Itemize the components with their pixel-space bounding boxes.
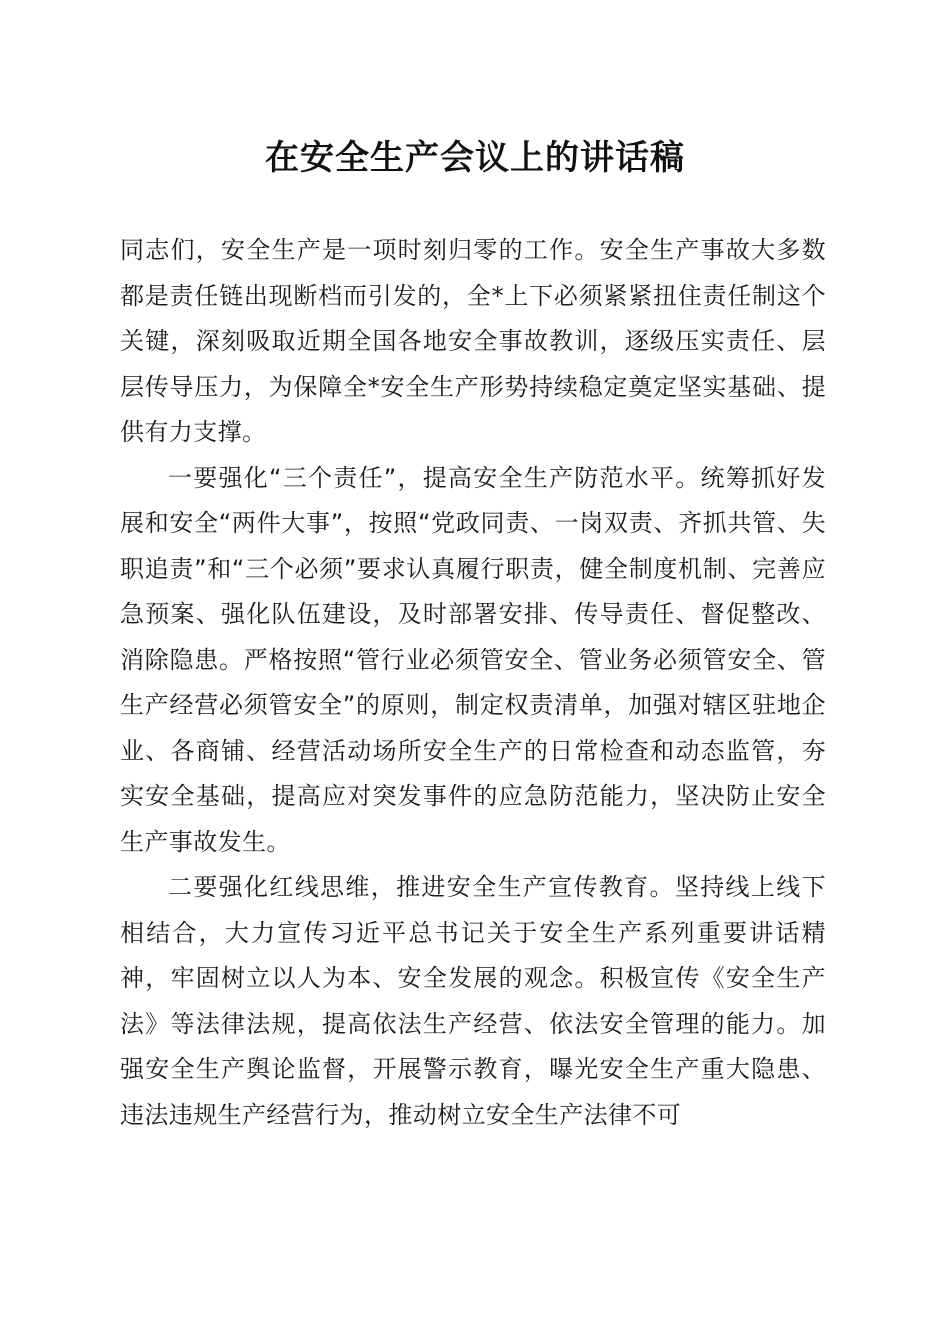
paragraph-second-point: 二要强化红线思维，推进安全生产宣传教育。坚持线上线下相结合，大力宣传习近平总书记关于安全生产系列重要讲话精神，牢固树立以人为本、安全发展的观念。积极宣传《安全生产法》等法律法规，提高依法生产经营、依法安全管理的能力。加强安全生产舆论监督，开展警示教育，曝光安全生产重大隐患、违法违规生产经营行为，推动树立安全生产法律不可 — [120, 873, 826, 1129]
document-title: 在安全生产会议上的讲话稿 — [265, 138, 685, 178]
paragraph-first-point: 一要强化“三个责任”，提高安全生产防范水平。统筹抓好发展和安全“两件大事”，按照“党政同责、一岗双责、齐抓共管、失职追责”和“三个必须”要求认真履行职责，健全制度机制、完善应急预案、强化队伍建设，及时部署安排、传导责任、督促整改、消除隐患。严格按照“管行业必须管安全、管业务必须管安全、管生产经营必须管安全”的原则，制定权责清单，加强对辖区驻地企业、各商铺、经营活动场所安全生产的日常检查和动态监管，夯实安全基础，提高应对突发事件的应急防范能力，坚决防止安全生产事故发生。 — [120, 463, 826, 856]
document-body — [120, 228, 826, 1138]
paragraph-opening: 同志们，安全生产是一项时刻归零的工作。安全生产事故大多数都是责任链出现断档而引发的，全*上下必须紧紧扭住责任制这个关键，深刻吸取近期全国各地安全事故教训，逐级压实责任、层层传导压力，为保障全*安全生产形势持续稳定奠定坚实基础、提供有力支撑。 — [120, 236, 826, 446]
